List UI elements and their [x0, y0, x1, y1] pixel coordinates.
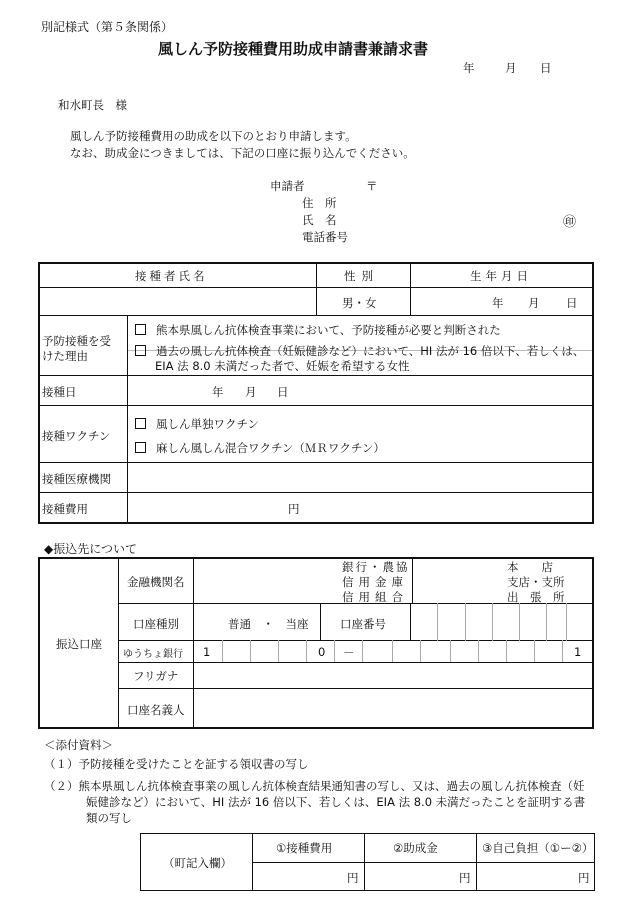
- vaccination-year: 年: [212, 385, 224, 399]
- addressee: 和水町長 様: [58, 98, 127, 112]
- cost-unit: 円: [288, 502, 300, 516]
- attachments-title: ＜添付資料＞: [44, 738, 113, 752]
- yucho-digit-zero: 0: [318, 645, 326, 659]
- office-cost-unit: 円: [347, 871, 359, 885]
- bank-type-1: 銀行・農協: [342, 560, 410, 574]
- holder-label: 口座名義人: [127, 703, 185, 717]
- address-label: 住 所: [302, 196, 337, 210]
- attachment-item-2-cont-2: 類の写し: [86, 811, 132, 825]
- birthdate-header: 生年月日: [470, 269, 532, 283]
- bank-type-3: 信用組合: [342, 590, 408, 604]
- office-col-copay: ③自己負担（①ー②）: [482, 841, 594, 855]
- intro-line-2: なお、助成金につきましては、下記の口座に振り込んでください。: [70, 146, 415, 160]
- institution-label: 接種医療機関: [42, 472, 111, 486]
- vaccine-option-1[interactable]: 風しん単独ワクチン: [135, 416, 259, 432]
- cost-label: 接種費用: [42, 502, 88, 516]
- reason-option-2[interactable]: 過去の風しん抗体検査（妊娠健診など）において、HI 法が 16 倍以下、若しくは、: [135, 343, 584, 359]
- phone-label: 電話番号: [302, 230, 348, 244]
- bank-type-2: 信用金庫: [342, 575, 408, 589]
- checkbox-icon[interactable]: [135, 442, 146, 453]
- attachment-item-2-cont-1: 娠健診など）において、HI 法が 16 倍以下、若しくは、EIA 法 8.0 未満だったことを証明する書: [86, 795, 586, 809]
- checkbox-icon[interactable]: [135, 345, 146, 356]
- sex-header: 性別: [344, 269, 379, 283]
- yucho-dash: －: [343, 646, 355, 660]
- sex-options[interactable]: 男・女: [342, 296, 377, 310]
- account-number-label: 口座番号: [340, 617, 386, 631]
- vaccine-option-2[interactable]: 麻しん風しん混合ワクチン（ＭＲワクチン）: [135, 440, 385, 456]
- office-copay-unit: 円: [578, 871, 590, 885]
- office-col-cost: ①接種費用: [276, 841, 333, 855]
- postal-mark: 〒: [366, 179, 378, 193]
- form-label: 別記様式（第５条関係）: [41, 20, 174, 34]
- vaccine-label: 接種ワクチン: [42, 429, 111, 443]
- account-type-options[interactable]: 普通 ・ 当座: [228, 617, 309, 631]
- date-year: 年: [463, 61, 475, 75]
- attachment-item-1: （１）予防接種を受けたことを証する領収書の写し: [44, 757, 309, 771]
- birth-year: 年: [492, 296, 504, 310]
- branch-type-2: 支店・支所: [507, 575, 565, 589]
- checkbox-icon[interactable]: [135, 418, 146, 429]
- date-month: 月: [505, 61, 517, 75]
- reason-label-2: けた理由: [42, 349, 88, 363]
- applicant-label: 申請者: [270, 179, 305, 193]
- seal-mark: ㊞: [563, 215, 577, 230]
- branch-type-1: 本 店: [507, 560, 553, 574]
- vaccination-month: 月: [245, 385, 257, 399]
- reason-option-2-cont: EIA 法 8.0 未満だった者で、妊娠を希望する女性: [155, 359, 410, 373]
- birth-month: 月: [528, 296, 540, 310]
- yucho-label: ゆうちょ銀行: [123, 649, 183, 660]
- office-subsidy-unit: 円: [459, 871, 471, 885]
- recipient-name-header: 接種者氏名: [135, 269, 208, 283]
- name-label: 氏 名: [302, 213, 337, 227]
- checkbox-icon[interactable]: [135, 324, 146, 335]
- intro-line-1: 風しん予防接種費用の助成を以下のとおり申請します。: [70, 129, 357, 143]
- yucho-digit-last: 1: [574, 645, 582, 659]
- reason-label-1: 予防接種を受: [42, 334, 111, 348]
- furigana-label: フリガナ: [133, 669, 179, 683]
- date-day: 日: [540, 61, 552, 75]
- reason-option-1[interactable]: 熊本県風しん抗体検査事業において、予防接種が必要と判断された: [135, 322, 501, 338]
- account-type-label: 口座種別: [133, 617, 179, 631]
- vaccination-day: 日: [277, 385, 289, 399]
- birth-day: 日: [566, 296, 578, 310]
- page-title: 風しん予防接種費用助成申請書兼請求書: [158, 40, 429, 58]
- account-label: 振込口座: [56, 637, 102, 651]
- attachment-item-2: （２）熊本県風しん抗体検査事業の風しん抗体検査結果通知書の写し、又は、過去の風しん抗体検査（妊: [44, 779, 585, 793]
- branch-type-3: 出 張 所: [507, 590, 565, 604]
- office-label: （町記入欄）: [163, 856, 232, 870]
- yucho-digit-first: 1: [203, 645, 211, 659]
- office-col-subsidy: ②助成金: [393, 841, 438, 855]
- bank-name-label: 金融機関名: [127, 575, 185, 589]
- bank-section-title: ◆振込先について: [44, 542, 137, 556]
- date-label: 接種日: [42, 385, 77, 399]
